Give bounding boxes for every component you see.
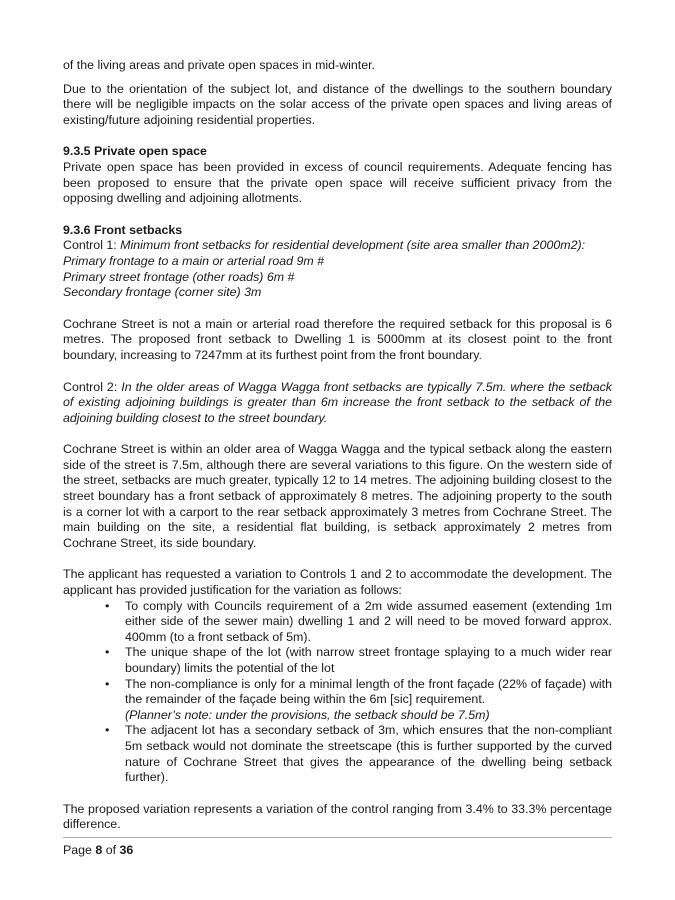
list-item-text: The non-compliance is only for a minimal length of the front façade (22% of façade) with the remainder of the façade being within the 6m [sic] requirement. xyxy=(125,676,612,707)
page-number: 8 xyxy=(95,843,103,857)
list-item-text: To comply with Councils requirement of a 2m wide assumed easement (extending 1m either side of the sewer main) dwelling 1 and 2 will need to be moved forward approx. 400mm (to a front setback of 5m). xyxy=(125,598,612,644)
intro-line: of the living areas and private open spaces in mid-winter. xyxy=(63,58,376,72)
bullet-icon: • xyxy=(105,645,110,660)
control-2-label: Control 2: xyxy=(63,379,122,394)
section-heading-private-open-space: 9.3.5 Private open space xyxy=(63,144,207,159)
variation-paragraph: The proposed variation represents a variation of the control ranging from 3.4% to 33.3% percentage difference. xyxy=(63,801,612,832)
control-1-paragraph xyxy=(63,238,612,254)
cochrane-street-paragraph-2: Cochrane Street is within an older area of Wagga Wagga and the typical setback along the eastern side of the street is 7.5m, although there are several variations to this figure. On the western side of the street, setbacks are much greater, typically 12 to 14 metres. The adjoining building closest to the street boundary has a front setback of approximately 8 metres. The adjoining property to the south is a corner lot with a carport to the rear setback approximately 3 metres from Cochrane Street. The main building on the site, a residential flat building, is setback approximately 2 metres from Cochrane Street, its side boundary. xyxy=(63,442,612,550)
bullet-icon: • xyxy=(105,676,110,691)
control-1-text: Minimum front setbacks for residential development (site area smaller than 2000m2): xyxy=(120,238,586,253)
intro-paragraph: Due to the orientation of the subject lot, and distance of the dwellings to the southern boundary there will be negligible impacts on the solar access of the private open spaces and living areas of existing/future adjoining residential properties. xyxy=(63,81,612,127)
list-item xyxy=(63,599,612,646)
control-1-item-1: Primary frontage to a main or arterial road 9m # xyxy=(63,253,325,268)
control-1-item-2: Primary street frontage (other roads) 6m # xyxy=(63,269,295,284)
page-total: 36 xyxy=(119,843,134,857)
page-footer xyxy=(63,843,133,859)
footer-divider xyxy=(63,837,612,838)
justification-list xyxy=(63,599,612,786)
list-item xyxy=(63,723,612,785)
section-heading-front-setbacks: 9.3.6 Front setbacks xyxy=(63,222,183,237)
page-label: Page xyxy=(63,843,96,857)
applicant-paragraph: The applicant has requested a variation to Controls 1 and 2 to accommodate the development. The applicant has provided justification for the variation as follows: xyxy=(63,567,612,598)
document-body xyxy=(63,58,612,833)
control-1-item-3: Secondary frontage (corner site) 3m xyxy=(63,285,262,300)
private-open-space-paragraph: Private open space has been provided in excess of council requirements. Adequate fencing has been proposed to ensure that the private open space will receive sufficient privacy from the opposing dwelling and adjoining allotments. xyxy=(63,159,612,206)
cochrane-street-paragraph-1: Cochrane Street is not a main or arterial road therefore the required setback for this proposal is 6 metres. The proposed front setback to Dwelling 1 is 5000mm at its closest point to the front boundary, increasing to 7247mm at its furthest point from the front boundary. xyxy=(63,316,612,362)
control-2-text: In the older areas of Wagga Wagga front setbacks are typically 7.5m. where the setback of existing adjoining buildings is greater than 6m increase the front setback to the setback of the adjoining building closest to the street boundary. xyxy=(63,379,612,425)
list-item xyxy=(63,677,612,724)
list-item-text: The unique shape of the lot (with narrow street frontage splaying to a much wider rear boundary) limits the potential of the lot xyxy=(125,645,612,675)
list-item xyxy=(63,645,612,676)
page-of-label: of xyxy=(102,843,120,857)
bullet-icon: • xyxy=(105,723,110,738)
list-item-text: The adjacent lot has a secondary setback of 3m, which ensures that the non-compliant 5m setback would not dominate the streetscape (this is further supported by the curved nature of Cochrane Street that gives the appearance of the dwelling being setback further). xyxy=(125,723,612,785)
bullet-icon: • xyxy=(105,598,110,613)
control-1-label: Control 1: xyxy=(63,238,121,253)
control-2-paragraph xyxy=(63,380,612,427)
planner-note: (Planner’s note: under the provisions, the setback should be 7.5m) xyxy=(125,707,490,722)
